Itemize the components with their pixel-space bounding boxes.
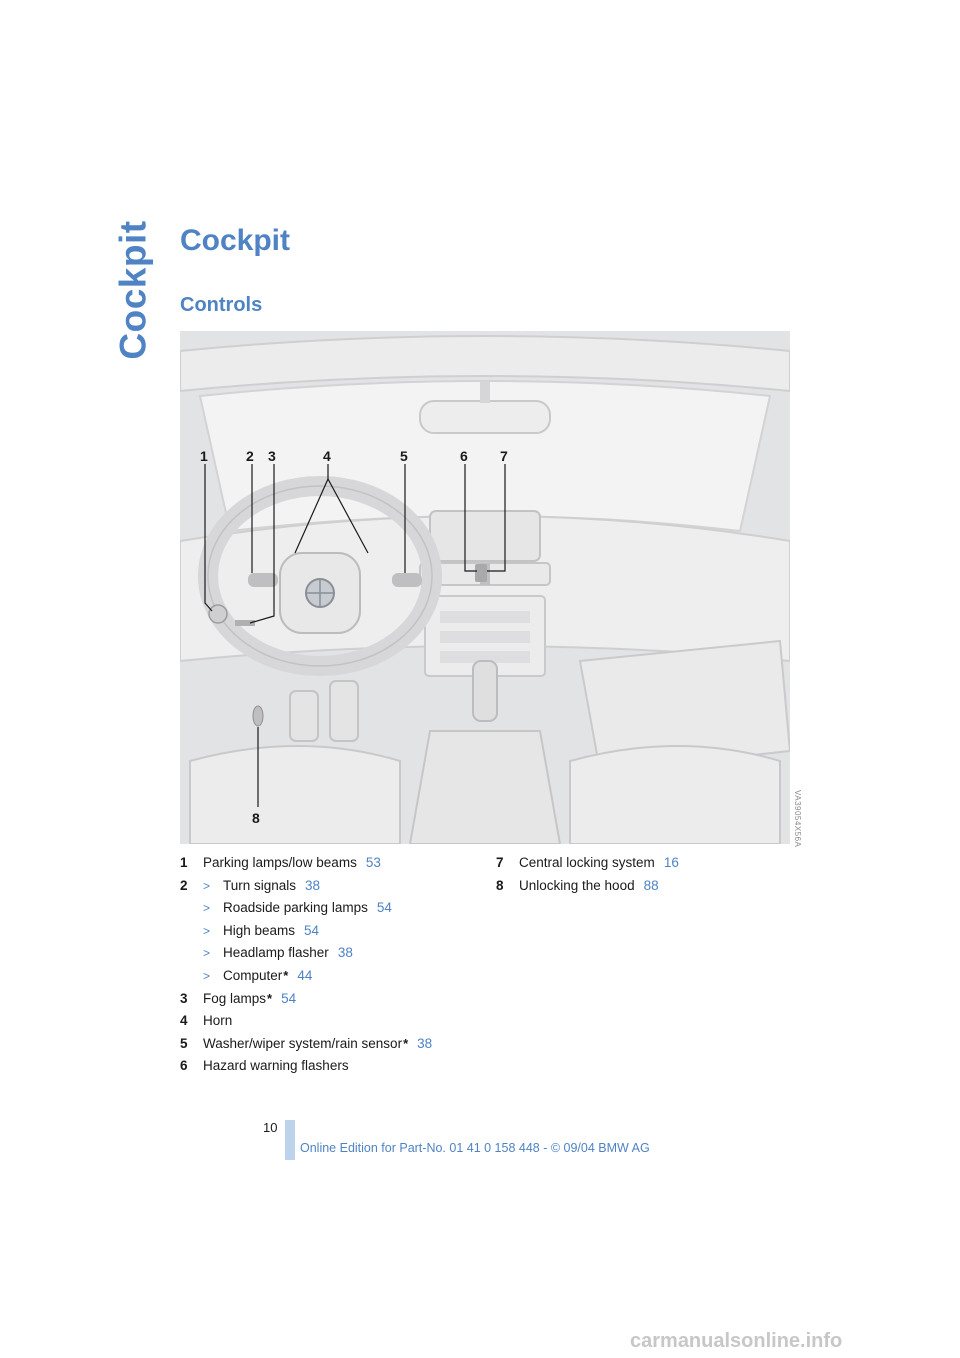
callout-6: 6 — [460, 448, 468, 464]
bullet-icon: > — [203, 946, 211, 961]
footer-edition-text: Online Edition for Part-No. 01 41 0 158 448 - © 09/04 BMW AG — [300, 1141, 650, 1155]
cockpit-drawing — [180, 331, 790, 844]
legend-item — [496, 852, 796, 875]
legend-subitem — [180, 942, 480, 965]
legend-item — [180, 1055, 480, 1078]
page-reference-link[interactable]: 44 — [297, 967, 313, 983]
legend-item — [180, 988, 480, 1011]
legend-item-number: 5 — [180, 1035, 188, 1051]
legend-item-label: Horn — [203, 1013, 233, 1029]
page-title: Cockpit — [180, 224, 291, 257]
page-reference-link[interactable]: 54 — [304, 922, 320, 938]
page-reference-link[interactable]: 54 — [376, 900, 392, 916]
legend-item-label: High beams — [223, 922, 296, 938]
optional-equipment-star-icon: * — [403, 1035, 409, 1051]
legend-item-number: 1 — [180, 855, 188, 870]
section-title: Controls — [180, 294, 263, 316]
optional-equipment-star-icon: * — [267, 990, 273, 1006]
bullet-icon: > — [203, 901, 211, 916]
footer-bar — [285, 1120, 295, 1160]
page-reference-link[interactable]: 38 — [417, 1035, 433, 1051]
callout-2: 2 — [246, 448, 254, 464]
legend-item — [180, 1033, 480, 1056]
legend-subitem — [180, 897, 480, 920]
side-section-tab — [112, 220, 156, 360]
legend-item-label: Turn signals — [223, 877, 297, 893]
legend-subitem — [180, 965, 480, 988]
page-reference-link[interactable]: 16 — [663, 855, 679, 870]
legend-item-number: 7 — [496, 855, 504, 870]
page-reference-link[interactable]: 53 — [365, 855, 381, 870]
page-reference-link[interactable]: 38 — [337, 945, 353, 961]
legend-right-column — [496, 852, 796, 897]
cockpit-illustration — [180, 331, 790, 844]
legend-item-label: Washer/wiper system/rain sensor — [203, 1035, 403, 1051]
figure-code — [788, 790, 806, 850]
bullet-icon: > — [203, 923, 211, 938]
legend-item-number: 8 — [496, 877, 504, 893]
legend-subitem — [180, 920, 480, 943]
callout-7: 7 — [500, 448, 508, 464]
callout-3: 3 — [268, 448, 276, 464]
page-reference-link[interactable]: 54 — [281, 990, 297, 1006]
legend-item-number: 6 — [180, 1058, 188, 1074]
legend-item-label: Hazard warning flashers — [203, 1058, 349, 1074]
legend-item — [180, 875, 480, 898]
legend-item-number: 3 — [180, 990, 188, 1006]
legend-item — [180, 1010, 480, 1033]
legend-item-label: Roadside parking lamps — [223, 900, 368, 916]
page-reference-link[interactable]: 88 — [643, 877, 659, 893]
bullet-icon: > — [203, 878, 211, 893]
legend-item-number: 2 — [180, 877, 188, 893]
page-reference-link[interactable]: 38 — [305, 877, 321, 893]
figure-code-text: VA39054X56A — [793, 790, 802, 848]
callout-1: 1 — [200, 448, 208, 464]
legend-item-label: Computer — [223, 967, 283, 983]
legend-item-number: 4 — [180, 1013, 188, 1029]
page-number: 10 — [263, 1120, 278, 1135]
callout-4: 4 — [323, 448, 331, 464]
side-section-tab-label: Cockpit — [113, 220, 154, 360]
legend-item-label: Headlamp flasher — [223, 945, 329, 961]
watermark: carmanualsonline.info — [630, 1330, 843, 1352]
legend-left-column — [180, 852, 480, 1078]
bullet-icon: > — [203, 968, 211, 983]
callout-8: 8 — [252, 810, 260, 826]
legend-item — [180, 852, 480, 875]
legend-item-label: Parking lamps/low beams — [203, 855, 357, 870]
legend-item — [496, 875, 796, 898]
callout-5: 5 — [400, 448, 408, 464]
legend-item-label: Unlocking the hood — [519, 877, 635, 893]
legend-item-label: Fog lamps — [203, 990, 267, 1006]
optional-equipment-star-icon: * — [283, 967, 289, 983]
legend-item-label: Central locking system — [519, 855, 655, 870]
